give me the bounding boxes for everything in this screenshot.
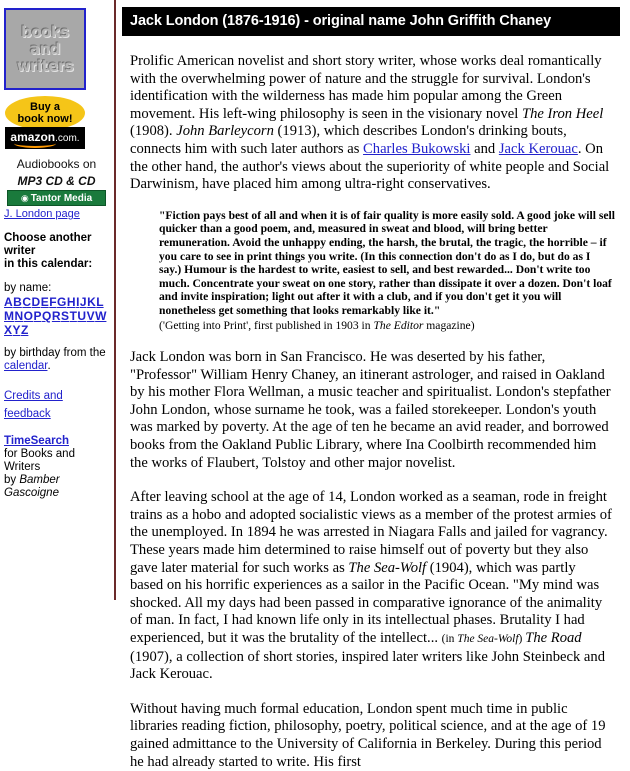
title-iron-heel: The Iron Heel: [521, 105, 604, 122]
vertical-divider: [114, 0, 116, 600]
paragraph-early-life: [130, 489, 612, 684]
j-london-page-link[interactable]: J. London page: [4, 208, 80, 220]
alphabet-link-o[interactable]: O: [23, 309, 34, 323]
alphabet-link-f[interactable]: F: [49, 295, 57, 309]
timesearch-author-name: Bamber Gascoigne: [4, 474, 60, 499]
alphabet-link-e[interactable]: E: [40, 295, 49, 309]
page-title: Jack London (1876-1916) - original name John Griffith Chaney: [122, 7, 620, 36]
amazon-wordmark-bold: amazon: [10, 130, 56, 144]
amazon-logo[interactable]: [5, 127, 85, 149]
site-logo[interactable]: [4, 8, 86, 90]
para3-paren-title: The Sea-Wolf: [457, 633, 519, 645]
paragraph-intro: [130, 53, 612, 194]
timesearch-link[interactable]: TimeSearch: [4, 435, 69, 447]
choose-writer-heading: [4, 232, 110, 271]
timesearch-author-line: [4, 474, 110, 500]
timesearch-block: [4, 435, 110, 500]
para1-part-c: (1913), which describes London's drinking bouts, connects him with such later authors as: [130, 123, 567, 157]
title-john-barleycorn: John Barleycorn: [176, 123, 274, 140]
alphabet-link-r[interactable]: R: [51, 309, 61, 323]
amazon-swoosh-icon: [14, 139, 56, 148]
para3-paren-prefix: (in: [441, 633, 458, 645]
sidebar: [0, 0, 114, 600]
para1-part-e: . On the other hand, the author's views about the superiority of white people and Social Darwinism, have placed him among ultra-right conservatives.: [130, 140, 610, 193]
alphabet-link-w[interactable]: W: [95, 309, 107, 323]
alphabet-row-2: [4, 309, 110, 323]
link-charles-bukowski[interactable]: Charles Bukowski: [363, 140, 471, 157]
tantor-disc-icon: ◉: [20, 192, 29, 203]
alphabet-link-g[interactable]: G: [57, 295, 67, 309]
para1-part-b: (1908).: [130, 123, 177, 140]
audiobooks-line-1: Audiobooks on: [16, 157, 97, 171]
para3-part-c: (1907), a collection of short stories, inspired later writers like John Steinbeck and Jack Kerouac.: [130, 648, 605, 683]
pull-quote-source: [159, 319, 620, 333]
buy-now-line-2: book now!: [17, 113, 73, 125]
alphabet-link-m[interactable]: M: [4, 309, 14, 323]
credits-block: [4, 386, 110, 422]
para3-part-a: After leaving school at the age of 14, London worked as a seaman, rode in freight trains as a hobo and adopted socialistic views as a member of the protest armies of the unemployed. In 1894 he was arrested in Niagara Falls and jailed for vagrancy. These years made him determined to raise himself out of poverty but they also gave later material for such works as: [130, 489, 612, 576]
buy-now-oval[interactable]: [5, 96, 85, 130]
logo-line-2: and: [29, 39, 61, 58]
alphabet-link-x[interactable]: X: [4, 323, 13, 337]
birthday-text: by birthday from the: [4, 347, 106, 359]
pull-quote: "Fiction pays best of all and when it is of fair quality is more easily sold. A good joke will sell quicker than a good poem, and, measured in sweat and blood, will bring better remuneration. Avoid the unhappy ending, the harsh, the brutal, the tragic, the horrible – if you care to see in print things you write. (In this connection don't do as I do, but do as I say.) Humour is the hardest to write, easiest to sell, and best rewarded... Don't write too much. Concentrate your sweat on one story, rather than dissipate it over a dozen. Don't loaf and invite inspiration; light out after it with a club, and if you don't get it you will nonetheless get something that looks remarkably like it.": [159, 208, 615, 317]
alphabet-link-k[interactable]: K: [87, 295, 96, 309]
choose-writer-line-1: Choose another writer: [4, 232, 92, 257]
tantor-media-badge[interactable]: [7, 190, 106, 206]
alphabet-link-s[interactable]: S: [61, 309, 70, 323]
title-sea-wolf: The Sea-Wolf: [348, 559, 427, 576]
amazon-buy-button[interactable]: [5, 96, 85, 149]
amazon-wordmark-suffix: .com.: [55, 133, 80, 144]
alphabet-row-3: [4, 323, 110, 337]
alphabet-link-p[interactable]: P: [33, 309, 42, 323]
tantor-media-label: Tantor Media: [30, 192, 93, 204]
alphabet-link-z[interactable]: Z: [21, 323, 29, 337]
alphabet-link-c[interactable]: C: [22, 295, 32, 309]
logo-line-1: books: [21, 22, 69, 41]
paragraph-education: Without having much formal education, London spent much time in public libraries reading fiction, philosophy, poetry, political science, and at the age of 19 gained admittance to the University of California in Berkeley. During this period he had already started to write. His first: [130, 700, 606, 770]
audiobooks-line-2: MP3 CD & CD: [17, 174, 96, 188]
para1-part-d: and: [470, 140, 499, 157]
birthday-calendar-block: [4, 347, 110, 373]
timesearch-for-line: for Books and Writers: [4, 448, 75, 473]
alphabet-link-t[interactable]: T: [69, 309, 77, 323]
alphabet-link-n[interactable]: N: [14, 309, 24, 323]
alphabet-link-b[interactable]: B: [13, 295, 22, 309]
quote-source-publication: The Editor: [373, 318, 424, 332]
buy-now-line-1: Buy a: [30, 101, 60, 113]
main-content: [122, 0, 630, 770]
para3-paren-suffix: ): [518, 633, 526, 645]
alphabet-row-1: [4, 295, 110, 309]
quote-source-suffix: magazine): [423, 318, 475, 332]
link-jack-kerouac[interactable]: Jack Kerouac: [498, 140, 578, 157]
para1-part-a: Prolific American novelist and short story writer, whose works deal romantically with the overwhelming power of nature and the struggle for survival. London's identification with the wilderness has made him popular among the Green movement. His left-wing philosophy is seen in the visionary novel: [130, 53, 602, 122]
quote-source-prefix: ('Getting into Print', first published in 1903 in: [159, 318, 374, 332]
timesearch-by-prefix: by: [4, 474, 20, 486]
title-the-road: The Road: [525, 630, 582, 646]
alphabet-link-l[interactable]: L: [96, 295, 104, 309]
alphabet-link-y[interactable]: Y: [12, 323, 21, 337]
alphabet-link-a[interactable]: A: [4, 295, 13, 309]
paragraph-birth: Jack London was born in San Francisco. He was deserted by his father, "Professor" William Henry Chaney, an itinerant astrologer, and raised in Oakland by his mother Flora Wellman, a music teacher and spiritualist. London's stepfather John London, whose surname he took, was a failed storekeeper. London's youth was marked by poverty. At the age of ten he became an avid reader, and borrowed books from the Oakland Public Library, where Ina Coolbirth recommended him the works of Flaubert, Tolstoy and other major novelist.: [130, 349, 611, 471]
alphabet-link-h[interactable]: H: [66, 295, 76, 309]
alphabet-link-j[interactable]: J: [79, 295, 87, 309]
alphabet-link-q[interactable]: Q: [42, 309, 52, 323]
alphabet-link-u[interactable]: U: [77, 309, 87, 323]
credits-feedback-link[interactable]: Credits and feedback: [4, 390, 63, 420]
birthday-period: .: [47, 360, 51, 372]
para3-part-b: (1904), which was partly based on his horrific experiences as a sailor in the Pacific Ocean. "My mind was shocked. All my days had been passed in comparative ignorance of the animality of man. In fact, I had known life only in its intellectual phases. Brutality I had experienced, but it was the brutality of the intellect...: [130, 559, 603, 646]
by-name-label: by name:: [4, 282, 52, 294]
alphabet-link-d[interactable]: D: [31, 295, 41, 309]
alphabet-link-v[interactable]: V: [86, 309, 95, 323]
calendar-link[interactable]: calendar: [4, 360, 48, 372]
choose-writer-line-2: in this calendar:: [4, 258, 93, 270]
alphabet-link-i[interactable]: I: [76, 295, 80, 309]
logo-line-3: writers: [16, 56, 74, 75]
